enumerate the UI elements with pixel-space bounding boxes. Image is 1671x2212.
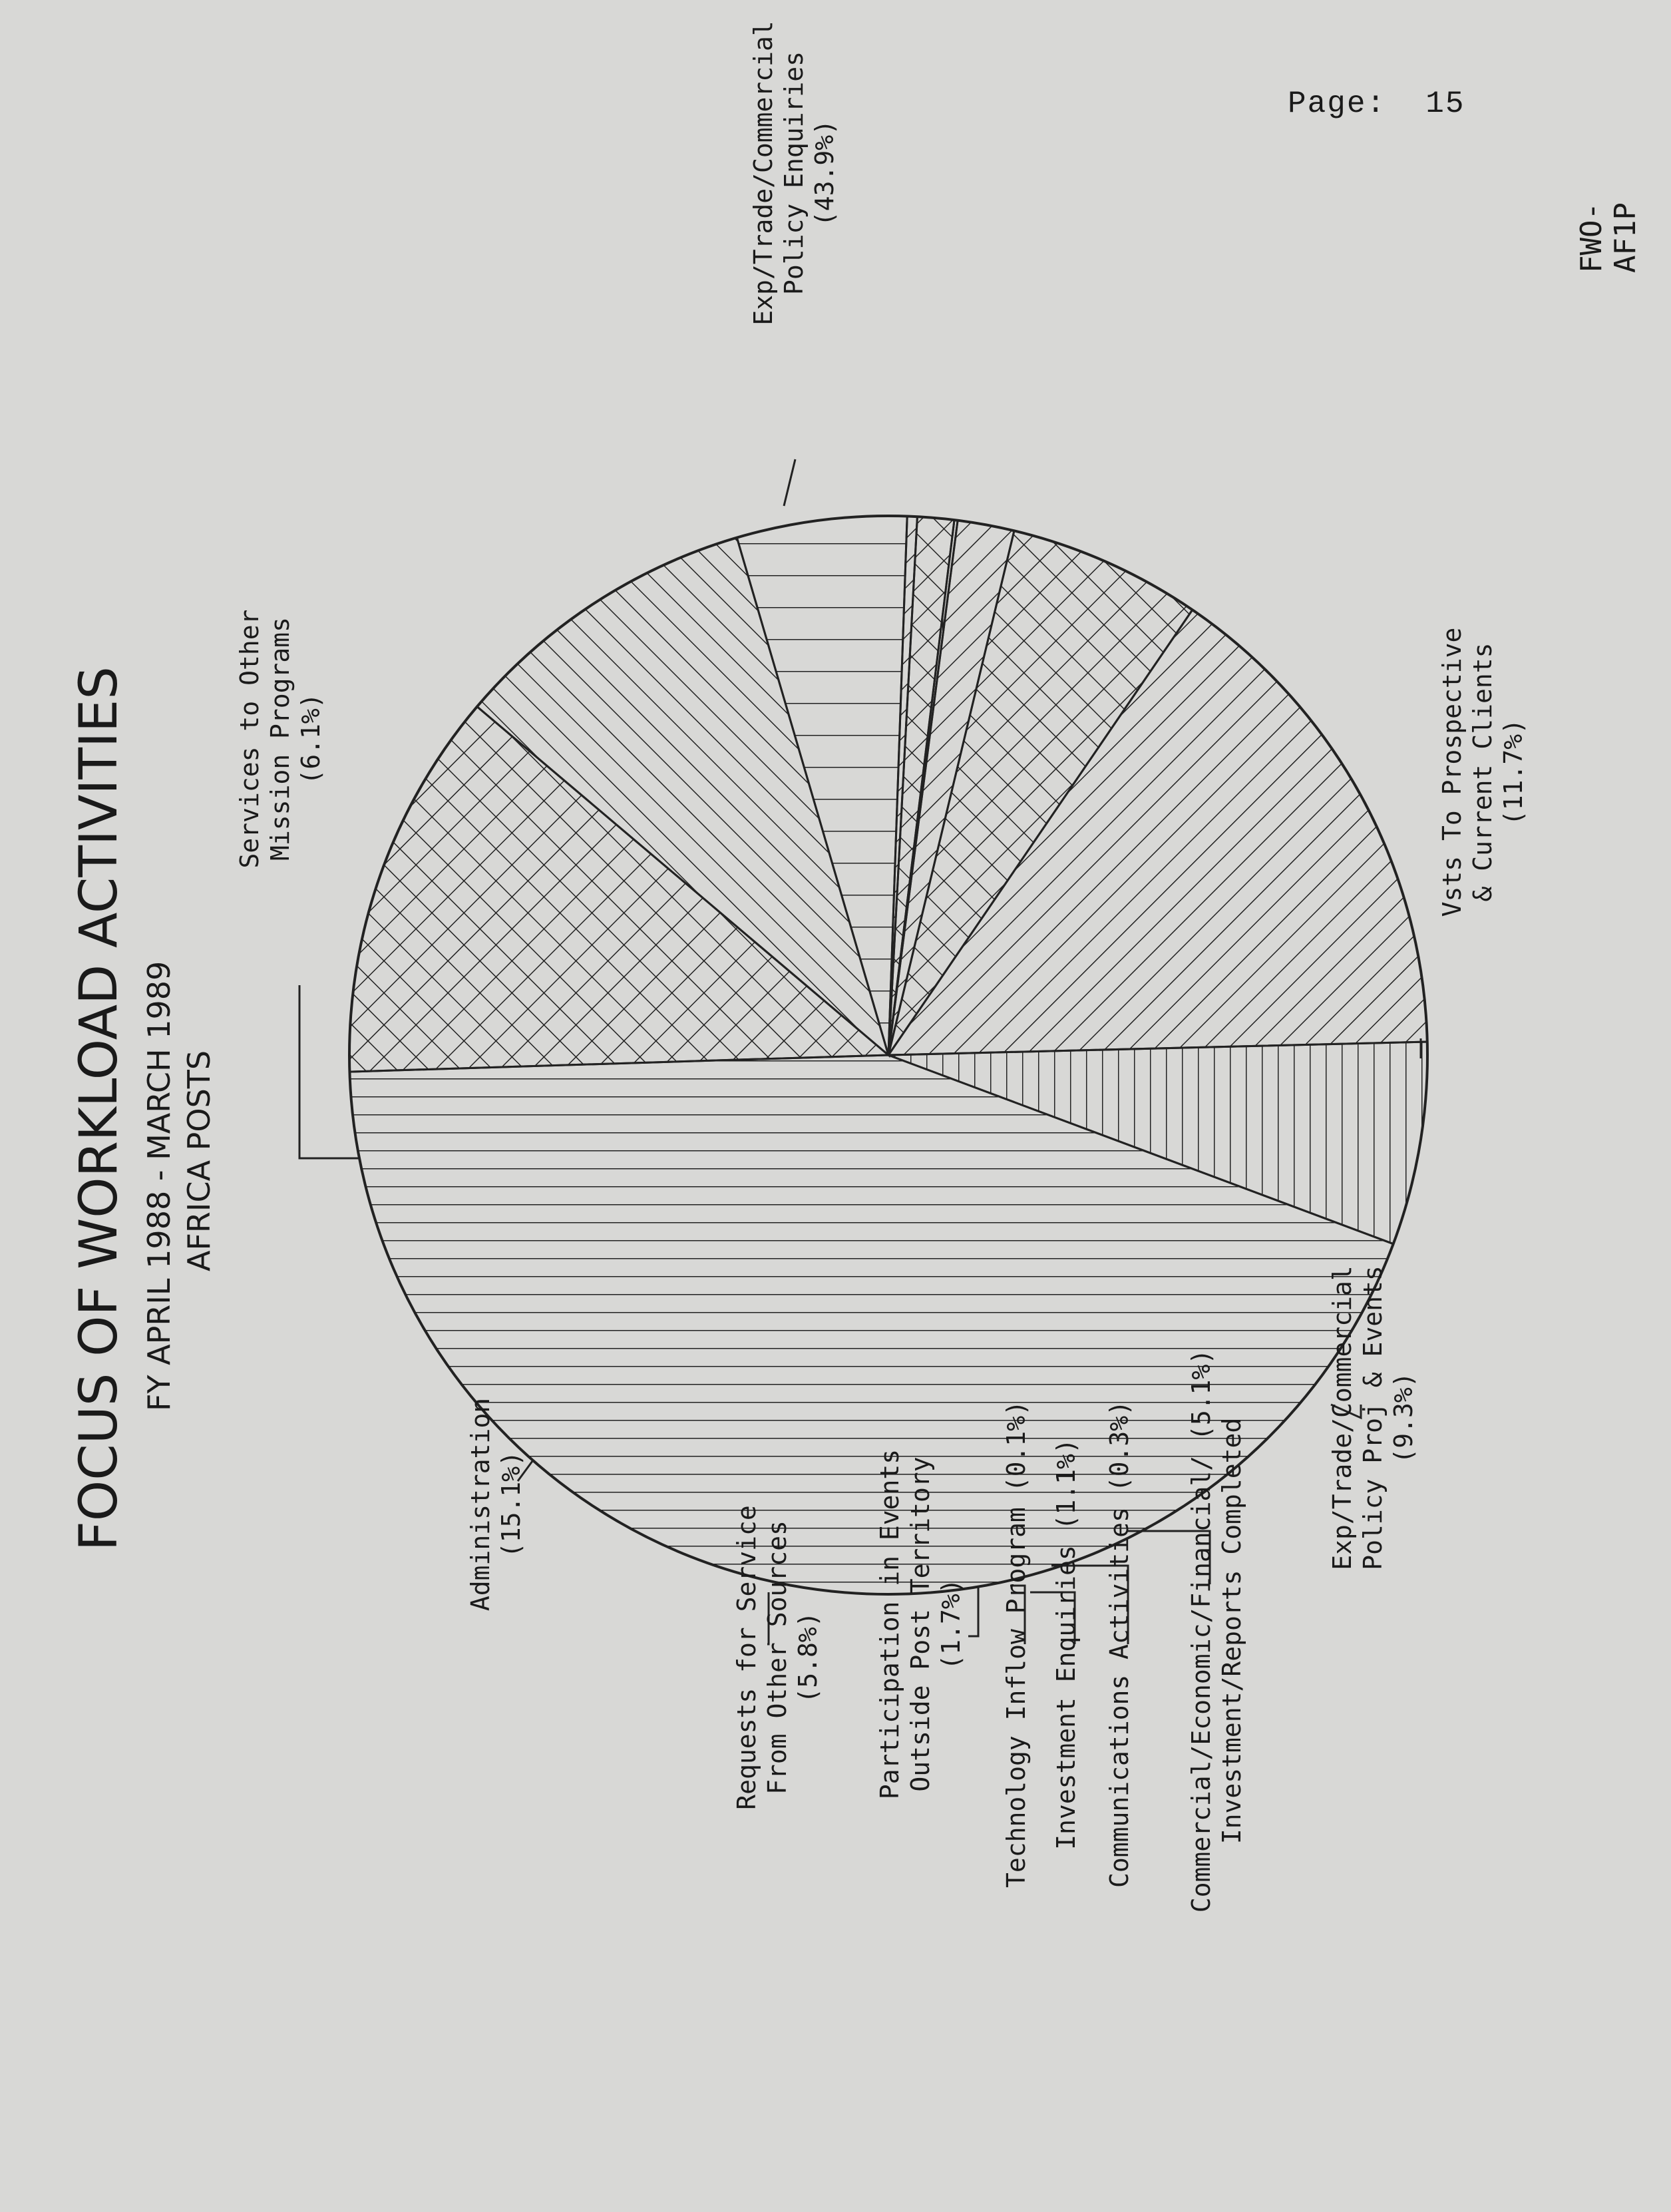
slice-label-requests-service-line-3: (5.8%) (793, 1612, 823, 1703)
slice-label-services-other-programs-line-2: Mission Programs (266, 616, 295, 861)
slice-label-services-other-programs-line-1: Services to Other (235, 609, 264, 869)
page-number: Page: 15 (1288, 87, 1465, 121)
chart-subtitle-line-1: FY APRIL 1988 - MARCH 1989 (141, 961, 177, 1411)
slice-label-requests-service-line-2: From Other Sources (763, 1520, 792, 1795)
slice-label-reports-completed-line-2: Investment/Reports Completed (1217, 1417, 1246, 1845)
slice-label-exp-trade-enquiries-line-1: Exp/Trade/Commercial (749, 21, 778, 326)
slice-label-participation-events-line-3: (1.7%) (936, 1578, 966, 1670)
slice-label-investment-enquiries (1051, 1438, 1081, 1850)
slice-label-participation-events-line-2: Outside Post Territory (906, 1456, 935, 1792)
slice-label-exp-trade-proj-events-line-1: Exp/Trade/Commercial (1328, 1265, 1357, 1570)
slice-label-requests-service-line-1: Requests for Service (732, 1505, 761, 1810)
chart-subtitle-line-2: AFRICA POSTS (181, 1050, 217, 1271)
slice-label-exp-trade-proj-events (1328, 1265, 1418, 1570)
slice-label-technology-inflow-line-1: Technology Inflow Program (0.1%) (1002, 1400, 1031, 1888)
slice-label-exp-trade-proj-events-line-2: Policy Proj & Events (1358, 1265, 1388, 1570)
slice-label-vsts-clients (1437, 628, 1528, 917)
slice-label-services-other-programs (235, 610, 325, 869)
title-block (69, 666, 217, 1551)
chart-title: FOCUS OF WORKLOAD ACTIVITIES (69, 666, 129, 1551)
leader-line-exp-trade-enquiries (784, 459, 795, 506)
slice-label-services-other-programs-line-3: (6.1%) (296, 693, 325, 785)
pie-slices (349, 516, 1427, 1594)
slice-label-administration-line-2: (15.1%) (496, 1450, 526, 1558)
slice-label-exp-trade-proj-events-line-3: (9.3%) (1389, 1372, 1418, 1464)
slice-label-vsts-clients-line-1: Vsts To Prospective (1437, 627, 1467, 917)
slice-label-reports-completed-line-1: Commercial/Economic/Financial/ (5.1%) (1187, 1349, 1216, 1913)
report-code: FWO-AF1P (1575, 202, 1642, 273)
slice-label-exp-trade-enquiries-line-3: (43.9%) (810, 119, 839, 227)
slice-label-communications (1105, 1401, 1134, 1888)
slice-label-administration-line-1: Administration (466, 1397, 495, 1612)
slice-label-investment-enquiries-line-1: Investment Enquiries (1.1%) (1051, 1438, 1081, 1850)
slice-label-vsts-clients-line-2: & Current Clients (1468, 642, 1497, 902)
leader-line-participation-events (968, 1586, 978, 1636)
slice-label-exp-trade-enquiries (749, 21, 839, 326)
slice-label-communications-line-1: Communications Activities (0.3%) (1105, 1400, 1134, 1888)
slice-label-vsts-clients-line-3: (11.7%) (1499, 718, 1528, 826)
slice-label-technology-inflow (1002, 1401, 1031, 1888)
slice-label-exp-trade-enquiries-line-2: Policy Enquiries (779, 51, 809, 296)
slice-label-participation-events-line-1: Participation in Events (875, 1448, 904, 1800)
